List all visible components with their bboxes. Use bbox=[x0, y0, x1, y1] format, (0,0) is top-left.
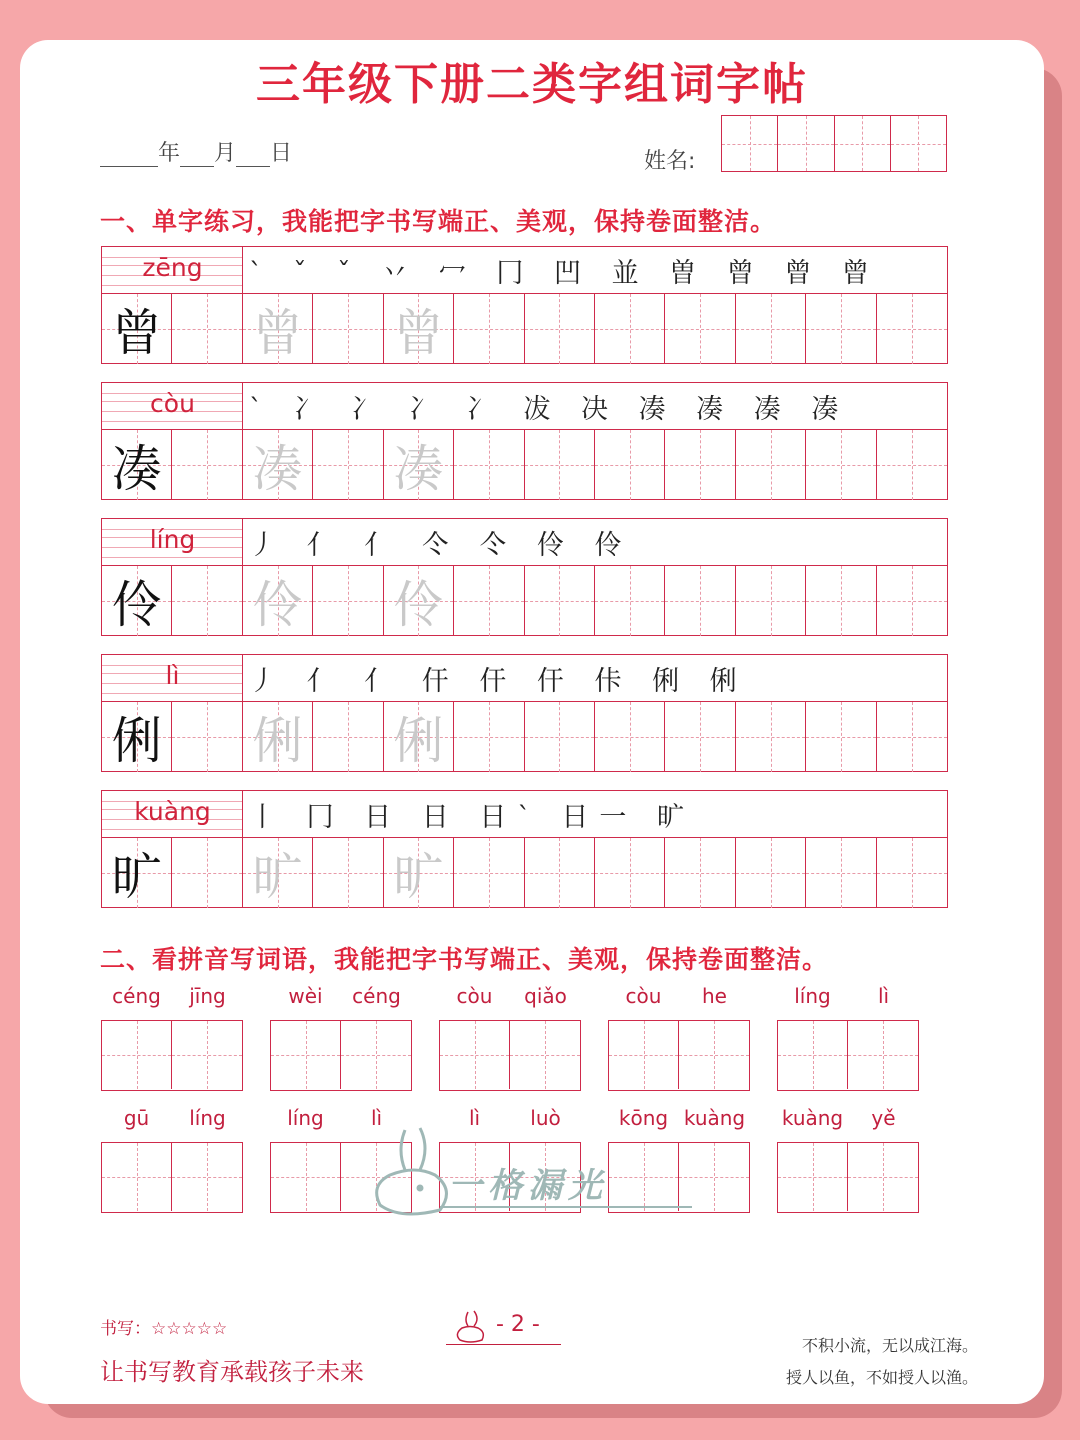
writing-cell[interactable] bbox=[243, 566, 313, 636]
word-boxes bbox=[777, 1020, 919, 1091]
writing-row bbox=[102, 565, 947, 636]
word-boxes bbox=[439, 1020, 581, 1091]
slogan: 让书写教育承载孩子未来 bbox=[100, 1358, 364, 1386]
writing-cell[interactable] bbox=[806, 702, 876, 772]
word-cell[interactable] bbox=[679, 1021, 749, 1089]
word-pinyin: céng bbox=[352, 984, 401, 1008]
writing-cell[interactable] bbox=[877, 294, 947, 364]
word-boxes bbox=[608, 1020, 750, 1091]
pinyin-label: lì bbox=[165, 661, 180, 690]
word-pinyin: líng bbox=[287, 1106, 324, 1130]
quote bbox=[786, 1330, 978, 1394]
word-pinyin: kuàng bbox=[683, 1106, 746, 1130]
rabbit-icon bbox=[452, 1308, 496, 1344]
word-cell[interactable] bbox=[848, 1021, 918, 1089]
writing-cell[interactable] bbox=[806, 838, 876, 908]
trace-char: 曾 bbox=[393, 304, 444, 362]
word-pinyin: líng bbox=[189, 1106, 226, 1130]
stroke-order: ` 冫 冫 冫 冫 冹 决 凑 凑 凑 凑 bbox=[249, 394, 850, 425]
worksheet-page bbox=[20, 40, 1044, 1404]
writing-row bbox=[102, 429, 947, 500]
word-pinyin: qiǎo bbox=[524, 984, 567, 1008]
word-item bbox=[101, 1106, 243, 1213]
watermark-text: 一格漏光 bbox=[448, 1166, 608, 1206]
pinyin-label: kuàng bbox=[134, 797, 211, 826]
practice-block bbox=[101, 382, 948, 500]
practice-block bbox=[101, 518, 948, 636]
writing-cell[interactable] bbox=[243, 430, 313, 500]
word-boxes bbox=[101, 1020, 243, 1091]
writing-cell[interactable] bbox=[736, 566, 806, 636]
word-cell[interactable] bbox=[510, 1021, 580, 1089]
word-pinyin: líng bbox=[794, 984, 831, 1008]
pinyin-box bbox=[102, 247, 243, 293]
word-pinyin: gū bbox=[123, 1106, 150, 1130]
writing-cell[interactable] bbox=[525, 430, 595, 500]
writing-cell[interactable] bbox=[736, 430, 806, 500]
word-item bbox=[608, 1106, 750, 1213]
word-pinyin: lì bbox=[468, 1106, 481, 1130]
trace-char: 凑 bbox=[393, 440, 444, 498]
trace-char: 伶 bbox=[393, 576, 444, 634]
page-number-text: - 2 - bbox=[496, 1312, 540, 1337]
stroke-order: ` ˇ ˇ 丷 冖 冂 凹 並 曽 曾 曾 曾 bbox=[249, 258, 880, 289]
writing-cell[interactable] bbox=[313, 566, 383, 636]
word-pinyin: céng bbox=[112, 984, 161, 1008]
writing-cell[interactable] bbox=[806, 566, 876, 636]
word-pinyin: yě bbox=[871, 1106, 896, 1130]
writing-row bbox=[102, 293, 947, 364]
writing-cell[interactable] bbox=[243, 838, 313, 908]
month-label: 月 bbox=[214, 141, 237, 166]
trace-char: 凑 bbox=[252, 440, 303, 498]
writing-cell bbox=[102, 430, 172, 500]
word-item bbox=[101, 984, 243, 1091]
word-pinyin: lì bbox=[877, 984, 890, 1008]
rating-label: 书写：☆☆☆☆☆ bbox=[100, 1319, 228, 1339]
writing-cell[interactable] bbox=[665, 838, 735, 908]
word-cell[interactable] bbox=[341, 1021, 411, 1089]
word-item bbox=[439, 984, 581, 1091]
trace-char: 曾 bbox=[252, 304, 303, 362]
trace-char: 俐 bbox=[252, 712, 303, 770]
writing-cell[interactable] bbox=[172, 294, 242, 364]
word-pinyin: wèi bbox=[288, 984, 323, 1008]
practice-block bbox=[101, 654, 948, 772]
writing-cell[interactable] bbox=[736, 294, 806, 364]
writing-cell[interactable] bbox=[454, 702, 524, 772]
word-pinyin: jīng bbox=[189, 984, 226, 1008]
writing-cell[interactable] bbox=[595, 838, 665, 908]
word-item bbox=[608, 984, 750, 1091]
writing-cell[interactable] bbox=[525, 702, 595, 772]
pinyin-box bbox=[102, 383, 243, 429]
writing-cell[interactable] bbox=[595, 294, 665, 364]
writing-cell[interactable] bbox=[595, 702, 665, 772]
pinyin-label: zēng bbox=[142, 253, 203, 282]
word-cell[interactable] bbox=[778, 1143, 848, 1211]
date-line bbox=[100, 136, 292, 167]
model-char: 凑 bbox=[111, 440, 162, 498]
word-cell[interactable] bbox=[848, 1143, 918, 1211]
pinyin-box bbox=[102, 791, 243, 837]
writing-cell[interactable] bbox=[595, 430, 665, 500]
writing-cell[interactable] bbox=[313, 294, 383, 364]
writing-cell[interactable] bbox=[525, 838, 595, 908]
writing-cell[interactable] bbox=[243, 294, 313, 364]
writing-cell[interactable] bbox=[384, 702, 454, 772]
writing-cell[interactable] bbox=[172, 566, 242, 636]
writing-cell[interactable] bbox=[806, 430, 876, 500]
writing-cell[interactable] bbox=[736, 838, 806, 908]
word-cell[interactable] bbox=[172, 1021, 242, 1089]
page-title: 三年级下册二类字组词字帖 bbox=[256, 59, 808, 110]
writing-cell bbox=[102, 702, 172, 772]
writing-cell[interactable] bbox=[172, 838, 242, 908]
word-cell[interactable] bbox=[271, 1143, 341, 1211]
writing-cell[interactable] bbox=[313, 838, 383, 908]
writing-cell[interactable] bbox=[313, 430, 383, 500]
name-label: 姓名: bbox=[644, 149, 696, 174]
word-pinyin: còu bbox=[456, 984, 493, 1008]
writing-cell[interactable] bbox=[877, 702, 947, 772]
writing-cell[interactable] bbox=[877, 566, 947, 636]
writing-cell[interactable] bbox=[454, 430, 524, 500]
word-pinyin: he bbox=[702, 984, 727, 1008]
model-char: 旷 bbox=[111, 848, 162, 906]
writing-cell[interactable] bbox=[243, 702, 313, 772]
pinyin-box bbox=[102, 655, 243, 701]
writing-row bbox=[102, 837, 947, 908]
model-char: 伶 bbox=[111, 576, 162, 634]
pinyin-label: còu bbox=[150, 389, 195, 418]
word-cell[interactable] bbox=[102, 1143, 172, 1211]
writing-cell[interactable] bbox=[172, 702, 242, 772]
word-cell[interactable] bbox=[271, 1021, 341, 1089]
quote-line-2: 授人以鱼，不如授人以渔。 bbox=[785, 1368, 978, 1387]
trace-char: 俐 bbox=[393, 712, 444, 770]
word-item bbox=[270, 984, 412, 1091]
word-boxes bbox=[270, 1020, 412, 1091]
pinyin-label: líng bbox=[149, 525, 196, 554]
word-cell[interactable] bbox=[609, 1021, 679, 1089]
watermark-line bbox=[440, 1206, 692, 1208]
writing-cell bbox=[102, 838, 172, 908]
writing-cell[interactable] bbox=[877, 430, 947, 500]
section-1-title: 一、单字练习，我能把字书写端正、美观，保持卷面整洁。 bbox=[100, 207, 777, 236]
writing-cell[interactable] bbox=[454, 294, 524, 364]
trace-char: 旷 bbox=[393, 848, 444, 906]
writing-cell bbox=[102, 566, 172, 636]
word-cell[interactable] bbox=[778, 1021, 848, 1089]
writing-cell[interactable] bbox=[313, 702, 383, 772]
name-grid[interactable] bbox=[721, 115, 947, 172]
word-pinyin: luò bbox=[530, 1106, 561, 1130]
writing-cell[interactable] bbox=[384, 566, 454, 636]
writing-cell[interactable] bbox=[877, 838, 947, 908]
writing-cell[interactable] bbox=[454, 566, 524, 636]
practice-block bbox=[101, 790, 948, 908]
word-boxes bbox=[101, 1142, 243, 1213]
word-boxes bbox=[777, 1142, 919, 1213]
writing-cell[interactable] bbox=[172, 430, 242, 500]
word-pinyin: kōng bbox=[618, 1106, 669, 1130]
stroke-order: 丿 亻 亻 仒 仒 伶 伶 bbox=[249, 530, 633, 561]
word-cell[interactable] bbox=[440, 1021, 510, 1089]
year-label: 年 bbox=[158, 141, 181, 166]
word-cell[interactable] bbox=[102, 1021, 172, 1089]
word-pinyin: kuàng bbox=[781, 1106, 844, 1130]
word-item bbox=[777, 1106, 919, 1213]
writing-cell[interactable] bbox=[665, 566, 735, 636]
stroke-order: 丿 亻 亻 仠 仠 仠 佧 俐 俐 bbox=[249, 666, 748, 697]
writing-cell bbox=[102, 294, 172, 364]
writing-cell[interactable] bbox=[384, 294, 454, 364]
writing-cell[interactable] bbox=[665, 702, 735, 772]
word-cell[interactable] bbox=[172, 1143, 242, 1211]
writing-cell[interactable] bbox=[525, 294, 595, 364]
writing-cell[interactable] bbox=[454, 838, 524, 908]
word-pinyin: còu bbox=[625, 984, 662, 1008]
writing-row bbox=[102, 701, 947, 772]
writing-cell[interactable] bbox=[736, 702, 806, 772]
pinyin-box bbox=[102, 519, 243, 565]
writing-cell[interactable] bbox=[525, 566, 595, 636]
writing-cell[interactable] bbox=[384, 838, 454, 908]
writing-cell[interactable] bbox=[384, 430, 454, 500]
writing-cell[interactable] bbox=[665, 430, 735, 500]
word-cell[interactable] bbox=[679, 1143, 749, 1211]
model-char: 俐 bbox=[111, 712, 162, 770]
stroke-order: 丨 冂 日 日 日` 日一 旷 bbox=[249, 802, 695, 833]
word-cell[interactable] bbox=[609, 1143, 679, 1211]
word-pinyin: lì bbox=[370, 1106, 383, 1130]
trace-char: 伶 bbox=[252, 576, 303, 634]
word-item bbox=[777, 984, 919, 1091]
writing-cell[interactable] bbox=[665, 294, 735, 364]
page-number bbox=[446, 1310, 561, 1345]
trace-char: 旷 bbox=[252, 848, 303, 906]
word-boxes bbox=[608, 1142, 750, 1213]
section-2-title: 二、看拼音写词语，我能把字书写端正、美观，保持卷面整洁。 bbox=[100, 945, 829, 974]
writing-cell[interactable] bbox=[806, 294, 876, 364]
quote-line-1: 不积小流，无以成江海。 bbox=[801, 1336, 978, 1355]
practice-block bbox=[101, 246, 948, 364]
writing-cell[interactable] bbox=[595, 566, 665, 636]
day-label: 日 bbox=[270, 141, 293, 166]
model-char: 曾 bbox=[111, 304, 162, 362]
